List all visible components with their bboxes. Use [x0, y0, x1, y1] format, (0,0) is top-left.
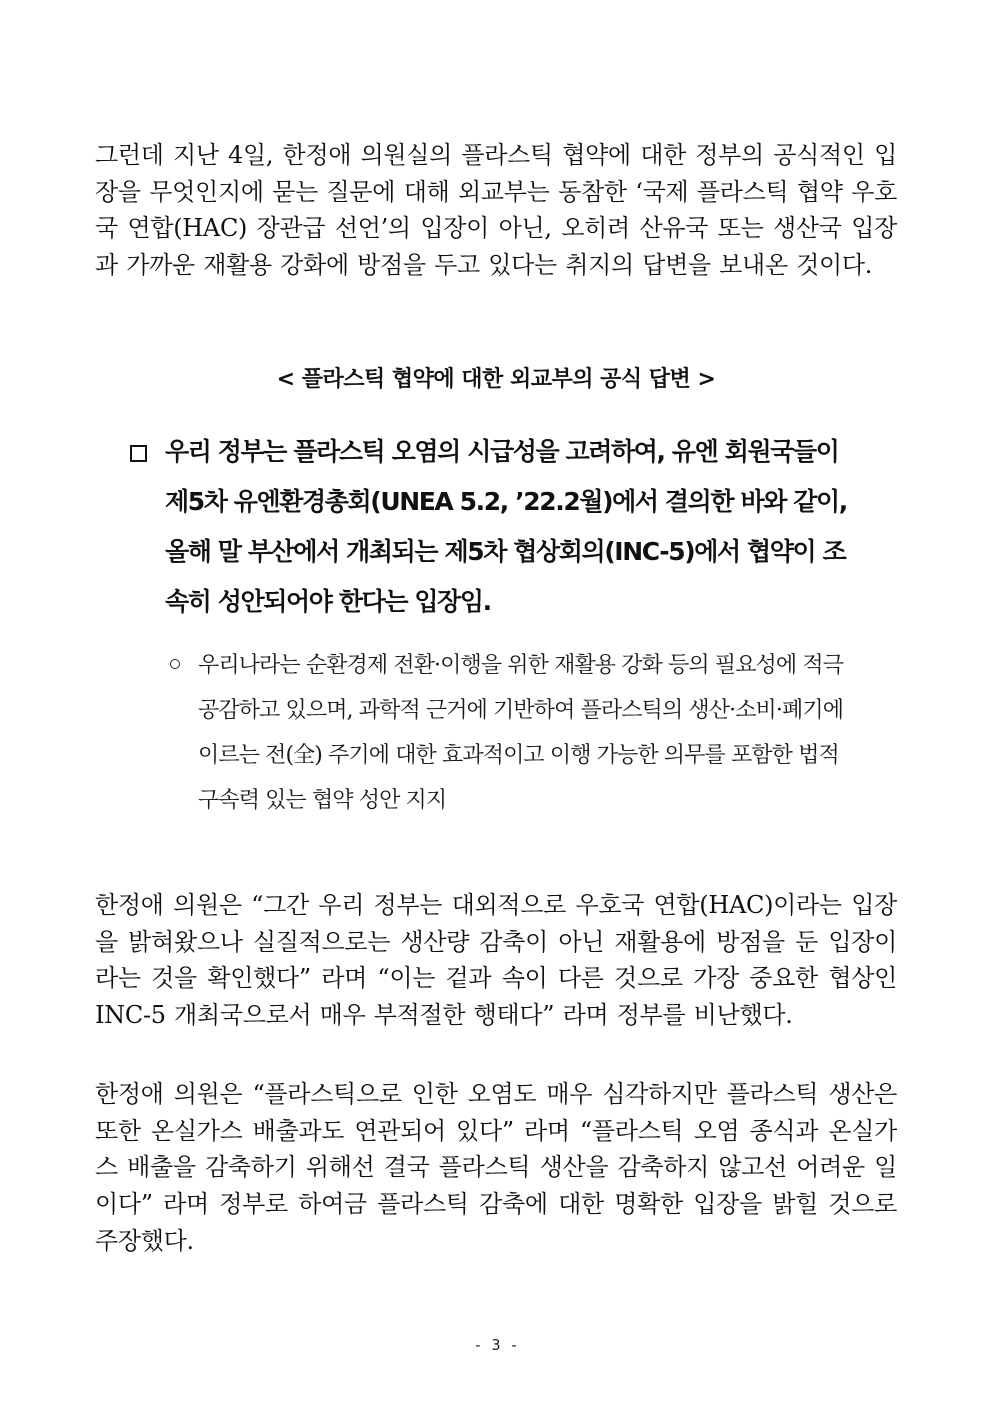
circle-bullet-icon [170, 659, 180, 669]
answer-caption: < 플라스틱 협약에 대한 외교부의 공식 답변 > [276, 367, 716, 392]
answer-main-point [130, 427, 870, 627]
paragraph-criticism: 한정애 의원은 “그간 우리 정부는 대외적으로 우호국 연합(HAC)이라는 입장을 밝혀왔으나 실질적으로는 생산량 감축이 아닌 재활용에 방점을 둔 입장이라는 것을 확인했다” 라며 “이는 겉과 속이 다른 것으로 가장 중요한 협상인 INC-5 개최국으로서 매우 부적절한 행태다” 라며 정부를 비난했다. [95, 891, 897, 1030]
square-bullet-icon [130, 445, 147, 462]
answer-sub-text: 우리나라는 순환경제 전환·이행을 위한 재활용 강화 등의 필요성에 적극 공감하고 있으며, 과학적 근거에 기반하여 플라스틱의 생산·소비·폐기에 이르는 전(全) 주기에 대한 효과적이고 이행 가능한 의무를 포함한 법적 구속력 있는 협약 성안 지지 [198, 653, 844, 813]
answer-main-text: 우리 정부는 플라스틱 오염의 시급성을 고려하여, 유엔 회원국들이 제5차 유엔환경총회(UNEA 5.2, ’22.2월)에서 결의한 바와 같이, 올해 말 부산에서 개최되는 제5차 협상회의(INC-5)에서 협약이 조속히 성안되어야 한다는 입장임. [165, 437, 847, 616]
page-number: - 3 - [473, 1336, 519, 1354]
paragraph-hac-position: 그런데 지난 4일, 한정애 의원실의 플라스틱 협약에 대한 정부의 공식적인 입장을 무엇인지에 묻는 질문에 대해 외교부는 동참한 ‘국제 플라스틱 협약 우호국 연합(HAC) 장관급 선언’의 입장이 아닌, 오히려 산유국 또는 생산국 입장과 가까운 재활용 강화에 방점을 두고 있다는 취지의 답변을 보내온 것이다. [95, 141, 897, 280]
answer-sub-point [170, 643, 860, 823]
paragraph-demand: 한정애 의원은 “플라스틱으로 인한 오염도 매우 심각하지만 플라스틱 생산은 또한 온실가스 배출과도 연관되어 있다” 라며 “플라스틱 오염 종식과 온실가스 배출을 감축하기 위해선 결국 플라스틱 생산을 감축하지 않고선 어려운 일이다” 라며 정부로 하여금 플라스틱 감축에 대한 명확한 입장을 밝힐 것으로 주장했다. [95, 1080, 897, 1255]
